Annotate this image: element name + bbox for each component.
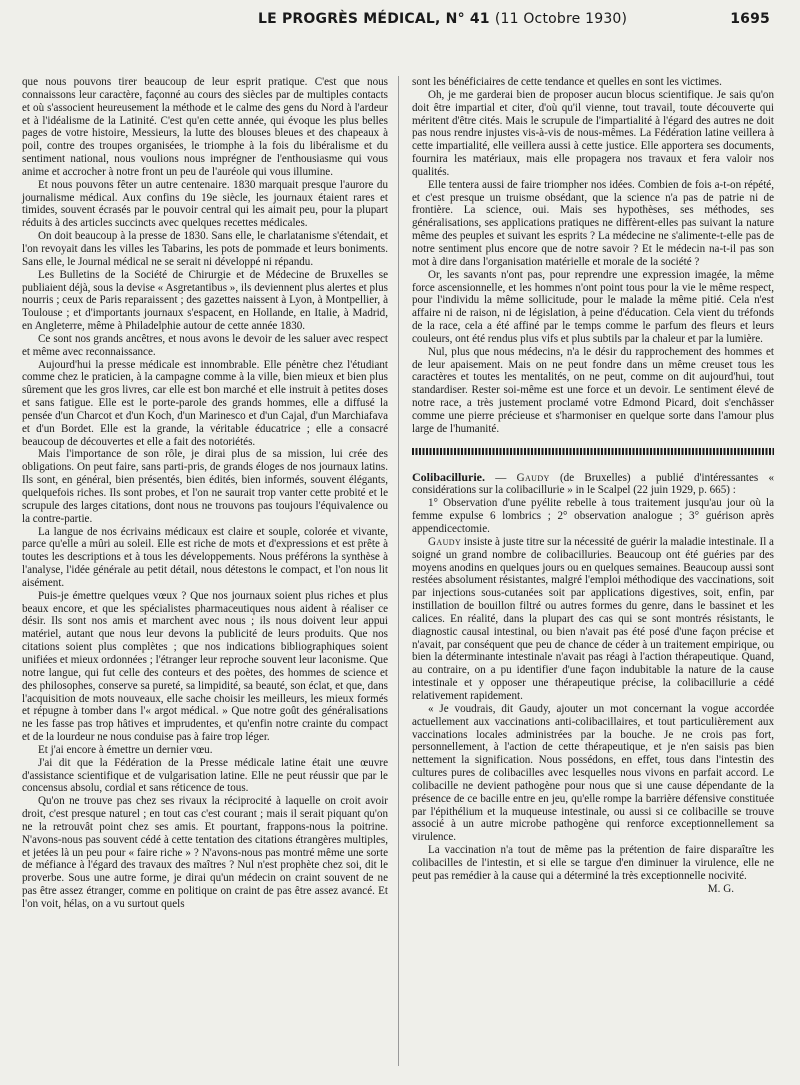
paragraph-text: « Je voudrais, dit Gaudy, ajouter un mot concernant la vogue accordée actuellement aux vaccinations anti-colibacillaires, et tout particulièrement aux vaccinations locales administrées par la bouche. Je ne crois pas fort, personnellement, à l'action de cette thérapeutique, et je n'en saisis pas bien nettement la signification. Nous possédons, en effet, tous dans l'intestin des cultures pures de colibacilles avec lesquelles nous vivons en parfait accord. Le colibacille ne devient pathogène pour nous que si une cause dépendante de la présence de ce bacille entre en jeu, qu'elle rompe la barrière défensive constituée par l'épithélium et la muqueuse intestinale, ou aussi si ce colibacille se trouve associé à un autre microbe pathogène qui renforce exceptionnellement sa virulence. [412, 702, 774, 844]
left-column [22, 76, 388, 911]
article-title: Colibacillurie. [412, 469, 485, 484]
paragraph: que nous pouvons tirer beaucoup de leur esprit pratique. C'est que nous connaissons leur caractère, façonné au cours des siècles par de multiples contacts et où s'associent heureusement la méthode et le calme des gens du Nord à l'ardeur et à l'idéalisme de la Latinité. C'est qu'en cette année, qui évoque les plus belles pages de votre histoire, Messieurs, la lutte des blouses bleues et des chapeaux à poil, contre des troupes organisées, le triomphe à la fois du libéralisme et du sentiment national, nous voulions nous imprégner de l'enthousiasme qui vous anime et accrocher à notre front un peu de l'auréole qui vous illumine. [22, 76, 388, 178]
paragraph-text: La vaccination n'a tout de même pas la prétention de faire disparaître les colibacilles de l'intestin, et si elle se targue d'en diminuer la virulence, elle ne peut pas remédier à la cause qui a déterminé la très exceptionnelle nocivité. [412, 844, 774, 882]
column-rule [398, 76, 399, 1066]
colibacillurie-article [412, 471, 774, 896]
paragraph: J'ai dit que la Fédération de la Presse médicale latine était une œuvre d'assistance scientifique et de vulgarisation latine. Elle ne peut réussir que par le concensus absolu, cordial et sans réticence de tous. [22, 756, 388, 795]
paragraph: Puis-je émettre quelques vœux ? Que nos journaux soient plus riches et plus beaux encore, et que les spécialistes pharmaceutiques nous aident à réaliser ce désir. Ils sont nos amis et marchent avec nous ; ils nous doivent leur appui matériel, autant que nous leur devons la publicité de leurs produits. Que nos citations soient plus complètes ; que nos indications bibliographiques soient unifiées et mieux ordonnées ; l'étranger leur reproche souvent leur laconisme. Que notre langue, qui fut celle des conteurs et des poètes, des hommes de science et des philosophes, conserve sa pureté, sa limpidité, sa beauté, son éclat, et que, dans l'acquisition de mots nouveaux, elle sache choisir les meilleurs, les mieux formés et répugne à tomber dans l'« argot médical. » Que notre goût des généralisations ne les fasse pas trop hâtives et imprudentes, et qu'enfin notre crainte du compact et de la lourdeur ne nous conduise pas à faire trop léger. [22, 589, 388, 744]
paragraph: Aujourd'hui la presse médicale est innombrable. Elle pénètre chez l'étudiant comme chez le praticien, à la campagne comme à la ville, bien mieux et bien plus sûrement que les gros livres, car elle est bon marché et elle instruit à petites doses et sans fatigue. Elle est le porte-parole des grands hommes, elle a diffusé la pensée d'un Charcot et d'un Koch, d'un Marinesco et d'un Cajal, d'un Marchiafava et d'un Bordet. Elle est la grande, la véritable éducatrice ; elle a consacré beaucoup de découvertes et elle a fait des notoriétés. [22, 358, 388, 448]
intro-author: Gaudy [516, 471, 550, 484]
right-column-text [412, 76, 774, 436]
article-paragraph [412, 844, 774, 883]
paragraph: On doit beaucoup à la presse de 1830. Sans elle, le charlatanisme s'étendait, et l'on revoyait dans les villes les Tabarins, les pots de pommade et leurs boniments. Sans elle, le Journal médical ne se serait ni développé ni répandu. [22, 230, 388, 268]
issue-number: N° 41 [445, 11, 490, 27]
paragraph: La langue de nos écrivains médicaux est claire et souple, colorée et vivante, parce qu'elle a mûri au soleil. Elle est riche de mots et d'expressions et est prête à toutes les descriptions et à tous les développements. Nous préférons la synthèse à l'analyse, l'idée générale au petit détail, nous détestons le compact, et l'on nous lit aisément. [22, 525, 388, 589]
paragraph: sont les bénéficiaires de cette tendance et quelles en sont les victimes. [412, 76, 722, 88]
paragraph: Qu'on ne trouve pas chez ses rivaux la réciprocité à laquelle on croit avoir droit, c'est presque naturel ; en tout cas c'est courant ; mais il serait piquant qu'on ne la retrouvât point chez ses amis. Et pourtant, frappons-nous la poitrine. N'avons-nous pas souvent cédé à cette tentation des citations étrangères multiples, et jetées là un peu pour « faire riche » ? N'avons-nous pas montré même une sorte de méfiance à l'égard des travaux des maîtres ? Nul n'est prophète chez soi, dit le proverbe. Sous une autre forme, je dirai qu'un médecin on craint souvent de ne pas être assez étranger, comme en politique on craint de pas être assez avancé. Et l'on voit, hélas, on a vu surtout quels [22, 795, 388, 910]
article-paragraph [412, 703, 774, 844]
article-paragraph [412, 497, 774, 536]
paragraph-text: insiste à juste titre sur la nécessité de guérir la maladie intestinale. Il a soigné un grand nombre de colibacilluries. Beaucoup ont été guéries par des moyens anodins en quelques jours ou en quelques semaines. Beaucoup aussi sont restées absolument résistantes, malgré l'emploi méthodique des vaccinations, soit par injections sous-cutanées soit par applications digestives, soit, enfin, par instillation de bouillon filtré ou autres formes du genre, dans le bassinet et les calices. En réalité, dans la plupart des cas qui se sont montrés résistants, le diagnostic causal intestinal, ou bien n'avait pas été posé d'une façon précise et n'avait, par conséquent que peu de chance de céder à un traitement empirique, ou bien la déterminante intestinale n'avait pas réagi à l'action thérapeutique. Quand, au contraire, on a pu identifier d'une façon indubitable la nature de la cause intestinale et y opposer une thérapeutique précise, la colibacillurie a cédé relativement rapidement. [412, 535, 774, 702]
signature: M. G. [707, 882, 734, 895]
paragraph: Elle tentera aussi de faire triompher nos idées. Combien de fois a-t-on répété, et c'est presque un truisme obsédant, que la science n'a pas de patrie ni de frontière. La science, oui. Mais ses hypothèses, ses méthodes, ses généralisations, ses applications pratiques ne diffèrent-elles pas suivant la nature même des peuples et suivant les esprits ? La médecine ne s'alimente-t-elle pas de notre sentiment plus encore que de notre savoir ? Et le médecin na-t-il pas son mot à dire dans l'organisation matérielle et morale de la société ? [412, 178, 774, 268]
paragraph: Et j'ai encore à émettre un dernier vœu. [38, 743, 213, 756]
paragraph: Nul, plus que nous médecins, n'a le désir du rapprochement des hommes et de leur apaisement. Mais on ne peut fondre dans un même creuset tous les caractères et toutes les mentalités, on ne peut, comme on dit aujourd'hui, tout standardiser. Rester soi-même est une force et un devoir. Le sentiment élevé de notre race, a très justement proclamé votre Edmond Picard, doit s'enchâsser comme une pierre précieuse et s'harmoniser en quelque sorte dans l'amour plus large de l'humanité. [412, 345, 774, 435]
intro-text: (de Bruxelles) a publié d'intéressantes « considérations sur la colibacillurie » in le Scalpel (22 juin 1929, p. 665) : [412, 471, 774, 497]
article-body [412, 497, 774, 882]
page-number: 1695 [730, 11, 770, 27]
running-header [18, 8, 782, 32]
paragraph: Ce sont nos grands ancêtres, et nous avons le devoir de les saluer avec respect et même avec reconnaissance. [22, 332, 388, 358]
paragraph-text: 1° Observation d'une pyélite rebelle à tous traitement jusqu'au jour où la femme expulse 6 lombrics ; 2° observation analogue ; 3° guérison après appendicectomie. [412, 497, 774, 535]
article-intro: Colibacillurie. — Gaudy (de Bruxelles) a publié d'intéressantes « considérations sur la colibacillurie » in le Scalpel (22 juin 1929, p. 665) : [412, 469, 774, 497]
section-divider [412, 448, 774, 455]
paragraph: Les Bulletins de la Société de Chirurgie et de Médecine de Bruxelles se publiaient déjà, sous la devise « Asgretantibus », ils deviennent plus alertes et plus nourris ; ceux de Paris reparaissent ; des gazettes naissent à Lyon, à Montpellier, à Toulouse ; et d'importants journaux s'espacent, en Hollande, en Italie, à Madrid, en Angleterre, même à Philadelphie autour de cette année 1830. [22, 268, 388, 333]
paragraph: Or, les savants n'ont pas, pour reprendre une expression imagée, la même force ascensionnelle, et les hommes n'ont point tous pour la vie le même respect, pour l'individu la même sollicitude, pour le malade la même pitié. Cela n'est affaire ni de raison, ni de législation, à peine d'éducation. Cela vient du tréfonds de la race, cela a été affiné par le temps comme le parfum des fleurs et leurs couleurs, ont été rendus plus vifs et plus subtils par la chaleur et par la lumière. [412, 268, 774, 345]
header-title [258, 11, 627, 27]
author-name: Gaudy [428, 535, 462, 548]
article-paragraph [412, 536, 774, 703]
journal-name: LE PROGRÈS MÉDICAL, [258, 11, 441, 27]
right-column [412, 76, 774, 895]
paragraph: Oh, je me garderai bien de proposer aucun blocus scientifique. Je sais qu'on doit être impartial et citer, d'où qu'il vienne, tout travail, toute découverte qui méritent d'être cités. Mais le scrupule de l'impartialité à l'égard des autres ne doit pas nous rendre injustes vis-à-vis de nous-mêmes. La Fédération latine veillera à cette impartialité, elle veillera aussi à cette justice. Elle apportera ses documents, fournira les matériaux, mais elle propagera nos travaux et fera valoir nos qualités. [412, 88, 774, 178]
paragraph: Mais l'importance de son rôle, je dirai plus de sa mission, lui crée des obligations. On peut faire, sans parti-pris, de grands éloges de nos journaux latins. Ils sont, en général, bien présentés, bien édités, bien informés, souvent élégants, quelquefois riches. Ils sont probes, et l'on ne saurait trop vanter cette probité et le scrupule des larges citations, dont nous ne trouvons pas toujours l'équivalence ou la contre-partie. [22, 448, 388, 525]
paragraph: Et nous pouvons fêter un autre centenaire. 1830 marquait presque l'aurore du journalisme médical. Aux confins du 19e siècle, les journaux étaient rares et timides, souvent écrasés par le pouvoir central qui les aimait peu, pour la plupart réduits à des articles succincts avec quelques recettes médicales. [22, 178, 388, 230]
issue-date: (11 Octobre 1930) [494, 11, 628, 27]
